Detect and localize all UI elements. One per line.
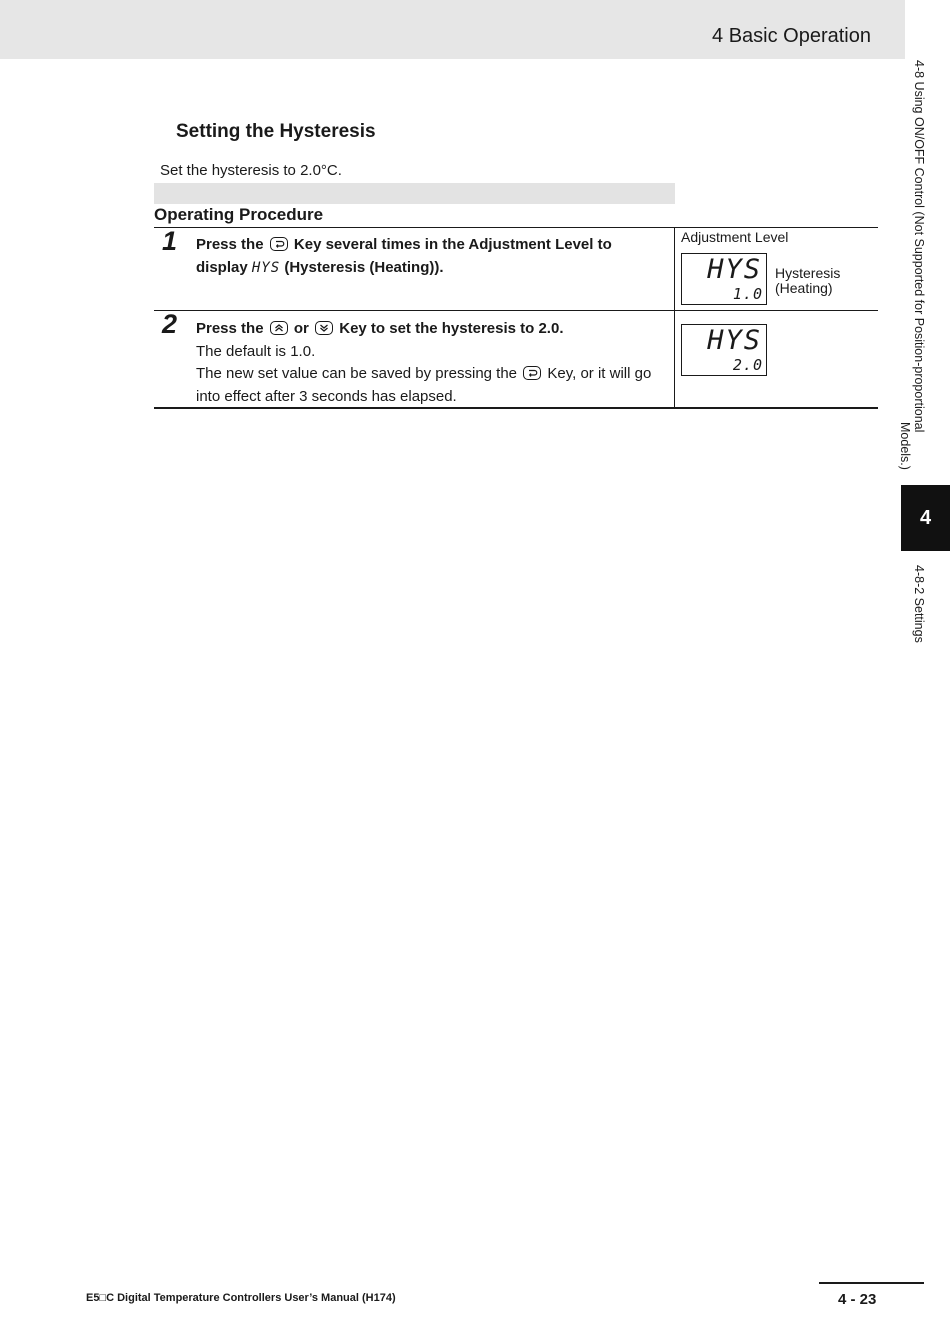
- subsection-reference: 4-8-2 Settings: [912, 565, 926, 643]
- chapter-tab: [901, 485, 950, 551]
- table-column-divider: [674, 227, 675, 408]
- lcd-1-parameter: HYS: [707, 254, 762, 285]
- lcd-display-2: [681, 324, 767, 376]
- section-heading: Setting the Hysteresis: [176, 121, 376, 142]
- lcd-display-1: [681, 253, 767, 305]
- step-number-1: 1: [162, 226, 178, 256]
- step-2-or: or: [293, 320, 309, 337]
- table-middle-rule: [154, 310, 878, 311]
- lcd-2-parameter: HYS: [707, 325, 762, 356]
- step-1-press: Press the: [196, 236, 264, 253]
- step-1-key-suffix: Key several times in the Adjustment Level to: [293, 236, 612, 253]
- down-key-icon: [315, 321, 333, 335]
- step-1-display-suffix: (Hysteresis (Heating)).: [284, 258, 444, 276]
- lcd-caption-line2: (Heating): [775, 280, 833, 296]
- table-top-rule: [154, 227, 878, 228]
- lcd-2-value: 2.0: [732, 356, 763, 374]
- step-2-press: Press the: [196, 320, 264, 337]
- side-section-reference: [900, 60, 940, 480]
- step-2-default: The default is 1.0.: [196, 342, 316, 360]
- mode-key-icon: [523, 366, 541, 380]
- step-2-text: [196, 318, 668, 408]
- intro-text: Set the hysteresis to 2.0°C.: [160, 162, 342, 179]
- mode-key-icon: [270, 237, 288, 251]
- lcd-1-value: 1.0: [732, 285, 763, 303]
- manual-title: E5□C Digital Temperature Controllers User’s Manual (H174): [86, 1292, 396, 1304]
- procedure-title: Operating Procedure: [154, 205, 324, 224]
- chapter-title: 4 Basic Operation: [712, 25, 871, 47]
- page-number: 4 - 23: [838, 1291, 877, 1308]
- step-2-save-suffix: Key, or it will go into effect after 3 seconds has elapsed.: [196, 365, 652, 405]
- section-ref-line2: Models.): [898, 422, 912, 470]
- lcd-caption-line1: Hysteresis: [775, 265, 841, 281]
- footer-rule: [819, 1282, 924, 1284]
- step-2-instruction: Key to set the hysteresis to 2.0.: [339, 320, 564, 337]
- adjustment-level-label: Adjustment Level: [681, 229, 789, 245]
- up-key-icon: [270, 321, 288, 335]
- procedure-band: [154, 183, 675, 204]
- step-1-lcd-code: HYS: [251, 259, 281, 276]
- step-number-2: 2: [162, 309, 178, 339]
- step-1-text: [196, 234, 668, 279]
- step-1-display-word: display: [196, 258, 248, 276]
- lcd-caption: [775, 266, 840, 296]
- step-2-save-prefix: The new set value can be saved by pressing the: [196, 365, 518, 382]
- chapter-tab-number: 4: [919, 506, 932, 529]
- section-ref-line1: 4-8 Using ON/OFF Control (Not Supported for Position-proportional: [912, 60, 926, 433]
